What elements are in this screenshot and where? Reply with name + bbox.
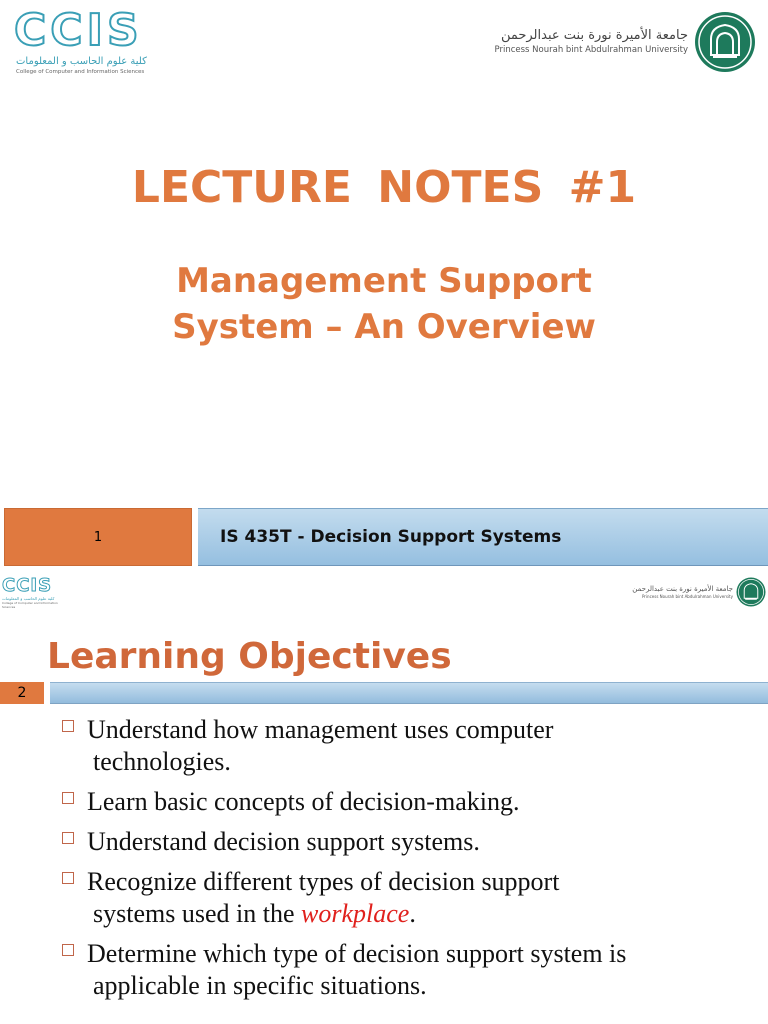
ccis-logo-letters: CCIS xyxy=(14,5,143,56)
objective-text-cont: technologies. xyxy=(93,747,231,776)
ccis-logo xyxy=(14,6,164,82)
ccis-logo-english: College of Computer and Information Sciences xyxy=(16,69,145,75)
objective-text: Understand how management uses computer xyxy=(87,715,554,744)
ccis-logo-small xyxy=(2,576,62,608)
ccis-logo-english: College of Computer and Information Sciences xyxy=(2,601,58,609)
pnu-logo-english: Princess Nourah bint Abdulrahman University xyxy=(641,593,733,599)
ccis-logo-arabic: كلية علوم الحاسب و المعلومات xyxy=(16,56,147,67)
slide-number-box xyxy=(0,682,44,704)
square-bullet-icon xyxy=(62,832,74,844)
objective-text-cont: applicable in specific situations. xyxy=(93,971,427,1000)
lecture-subtitle xyxy=(0,258,768,350)
pnu-logo-small xyxy=(632,576,766,608)
square-bullet-icon xyxy=(62,872,74,884)
square-bullet-icon xyxy=(62,792,74,804)
slide-number: 2 xyxy=(17,685,27,701)
title-underline-bar xyxy=(50,682,768,704)
slide-number-box xyxy=(4,508,192,566)
course-footer-bar xyxy=(198,508,768,566)
list-item xyxy=(60,786,760,818)
square-bullet-icon xyxy=(62,720,74,732)
course-name: IS 435T - Decision Support Systems xyxy=(220,527,562,547)
subtitle-line-1: Management Support xyxy=(176,261,592,301)
list-item xyxy=(60,866,760,930)
objective-text-cont xyxy=(87,898,760,930)
objectives-list xyxy=(60,714,760,1010)
pnu-logo xyxy=(495,10,757,74)
pnu-logo-arabic: جامعة الأميرة نورة بنت عبدالرحمن xyxy=(632,584,733,593)
ccis-logo-arabic: كلية علوم الحاسب و المعلومات xyxy=(2,596,55,601)
list-item xyxy=(60,714,760,778)
objective-text-pre: systems used in the xyxy=(93,899,301,928)
highlight-word: workplace xyxy=(301,899,410,928)
lecture-title: LECTURE NOTES #1 xyxy=(131,162,637,213)
objective-text: Determine which type of decision support system is xyxy=(87,939,627,968)
objectives-slide xyxy=(0,572,768,1024)
pnu-emblem-icon xyxy=(736,577,766,607)
ccis-logo-letters: CCIS xyxy=(2,575,53,596)
objective-text-post: . xyxy=(409,899,416,928)
objective-text: Understand decision support systems. xyxy=(87,827,480,856)
pnu-logo-arabic: جامعة الأميرة نورة بنت عبدالرحمن xyxy=(500,28,688,43)
objectives-title: Learning Objectives xyxy=(47,636,452,677)
objective-text: Recognize different types of decision support xyxy=(87,867,560,896)
list-item xyxy=(60,826,760,858)
slide-number: 1 xyxy=(93,529,103,545)
pnu-emblem-icon xyxy=(694,11,756,73)
subtitle-line-2: System – An Overview xyxy=(172,307,596,347)
objective-text: Learn basic concepts of decision-making. xyxy=(87,787,520,816)
square-bullet-icon xyxy=(62,944,74,956)
list-item xyxy=(60,938,760,1002)
pnu-logo-english: Princess Nourah bint Abdulrahman University xyxy=(494,45,688,55)
